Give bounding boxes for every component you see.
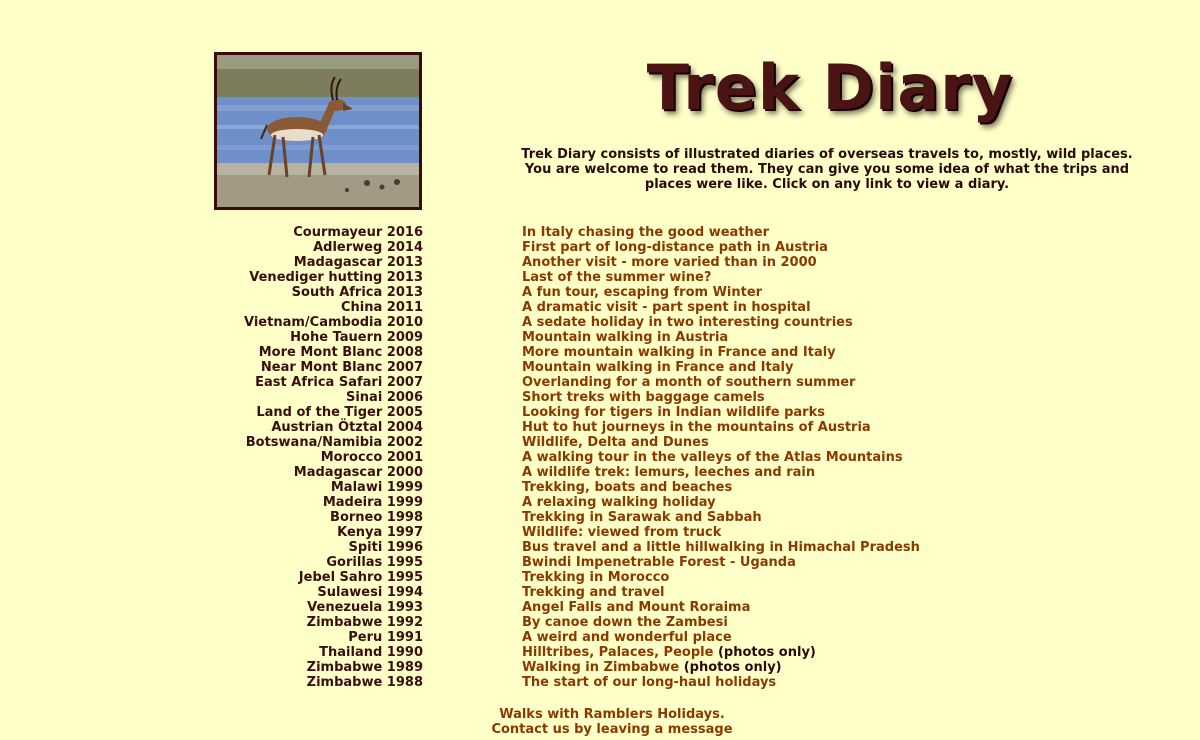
diary-place: Peru 1991 (348, 630, 423, 645)
diary-link[interactable]: In Italy chasing the good weather (522, 225, 770, 240)
diary-place: Spiti 1996 (348, 540, 423, 555)
diary-place: Madagascar 2013 (293, 255, 423, 270)
diary-link[interactable]: Last of the summer wine? (522, 270, 712, 285)
intro-text: Trek Diary consists of illustrated diaries of overseas travels to, mostly, wild places. You are welcome to read them. They can give you some idea of what the trips and places were like. Click on any link to view a diary. (521, 147, 1133, 192)
diary-link[interactable]: A weird and wonderful place (522, 630, 732, 645)
diary-link[interactable]: A relaxing walking holiday (522, 495, 716, 510)
diary-link[interactable]: More mountain walking in France and Italy (522, 345, 836, 360)
diary-link[interactable]: Angel Falls and Mount Roraima (522, 600, 751, 615)
diary-row (522, 555, 1162, 570)
diary-place: Adlerweg 2014 (313, 240, 423, 255)
diary-row (522, 315, 1162, 330)
impala-photo (214, 52, 422, 210)
diary-place: Vietnam/Cambodia 2010 (244, 315, 423, 330)
diary-place: Zimbabwe 1988 (306, 675, 423, 690)
diary-place: Land of the Tiger 2005 (256, 405, 423, 420)
diary-place: Kenya 1997 (337, 525, 423, 540)
diary-link[interactable]: A walking tour in the valleys of the Atlas Mountains (522, 450, 903, 465)
diary-row (522, 420, 1162, 435)
diary-row (522, 630, 1162, 645)
diary-link[interactable]: Trekking and travel (522, 585, 665, 600)
diary-link[interactable]: Trekking in Morocco (522, 570, 670, 585)
footer (462, 707, 762, 737)
diary-row (522, 360, 1162, 375)
diary-row (522, 330, 1162, 345)
diary-places-column (200, 225, 423, 690)
diary-row (522, 570, 1162, 585)
diary-note: (photos only) (717, 645, 816, 660)
diary-row (522, 510, 1162, 525)
diary-row (522, 435, 1162, 450)
diary-place: Austrian Ötztal 2004 (271, 420, 423, 435)
diary-row (522, 375, 1162, 390)
diary-place: Zimbabwe 1992 (306, 615, 423, 630)
diary-place: Venezuela 1993 (307, 600, 423, 615)
diary-link[interactable]: Trekking in Sarawak and Sabbah (522, 510, 762, 525)
diary-row (522, 540, 1162, 555)
diary-place: Thailand 1990 (319, 645, 423, 660)
diary-place: Sulawesi 1994 (317, 585, 423, 600)
diary-row (522, 585, 1162, 600)
diary-link[interactable]: Wildlife, Delta and Dunes (522, 435, 709, 450)
diary-link[interactable]: Bus travel and a little hillwalking in Himachal Pradesh (522, 540, 920, 555)
diary-row (522, 270, 1162, 285)
diary-link[interactable]: First part of long-distance path in Austria (522, 240, 828, 255)
diary-row (522, 615, 1162, 630)
diary-link[interactable]: Wildlife: viewed from truck (522, 525, 722, 540)
diary-place: Courmayeur 2016 (293, 225, 423, 240)
diary-place: Jebel Sahro 1995 (298, 570, 423, 585)
diary-row (522, 450, 1162, 465)
diary-place: Borneo 1998 (330, 510, 423, 525)
diary-link[interactable]: Looking for tigers in Indian wildlife parks (522, 405, 825, 420)
diary-link[interactable]: Another visit - more varied than in 2000 (522, 255, 817, 270)
diary-place: Gorillas 1995 (326, 555, 423, 570)
diary-row (522, 525, 1162, 540)
diary-link[interactable]: Hilltribes, Palaces, People (522, 645, 714, 660)
diary-place: More Mont Blanc 2008 (258, 345, 423, 360)
diary-row (522, 405, 1162, 420)
diary-link[interactable]: Hut to hut journeys in the mountains of Austria (522, 420, 871, 435)
diary-place: China 2011 (341, 300, 423, 315)
diary-link[interactable]: Short treks with baggage camels (522, 390, 765, 405)
diary-row (522, 495, 1162, 510)
diary-row (522, 675, 1162, 690)
diary-place: Venediger hutting 2013 (249, 270, 423, 285)
diary-row (522, 255, 1162, 270)
diary-place: East Africa Safari 2007 (255, 375, 423, 390)
diary-place: Zimbabwe 1989 (306, 660, 423, 675)
diary-row (522, 480, 1162, 495)
diary-row (522, 600, 1162, 615)
diary-row (522, 645, 1162, 660)
diary-link[interactable]: Trekking, boats and beaches (522, 480, 733, 495)
diary-place: Madagascar 2000 (293, 465, 423, 480)
diary-place: South Africa 2013 (291, 285, 423, 300)
diary-place: Sinai 2006 (345, 390, 423, 405)
page-title: Trek Diary (646, 51, 1014, 124)
diary-place: Botswana/Namibia 2002 (245, 435, 423, 450)
diary-link[interactable]: Walking in Zimbabwe (522, 660, 680, 675)
diary-place: Hohe Tauern 2009 (290, 330, 423, 345)
diary-link[interactable]: A dramatic visit - part spent in hospital (522, 300, 811, 315)
contact-link[interactable]: Contact us by leaving a message (491, 722, 733, 737)
diary-link[interactable]: Overlanding for a month of southern summer (522, 375, 856, 390)
diary-link[interactable]: The start of our long-haul holidays (522, 675, 777, 690)
diary-link[interactable]: A sedate holiday in two interesting countries (522, 315, 853, 330)
diary-row (522, 300, 1162, 315)
diary-row (522, 285, 1162, 300)
diary-place: Near Mont Blanc 2007 (260, 360, 423, 375)
diary-links-column (522, 225, 1162, 690)
diary-link[interactable]: A fun tour, escaping from Winter (522, 285, 763, 300)
diary-link[interactable]: A wildlife trek: lemurs, leeches and rain (522, 465, 816, 480)
diary-row (522, 225, 1162, 240)
diary-row (522, 465, 1162, 480)
diary-link[interactable]: By canoe down the Zambesi (522, 615, 728, 630)
diary-row (522, 345, 1162, 360)
ramblers-link[interactable]: Walks with Ramblers Holidays. (499, 707, 725, 722)
diary-link[interactable]: Bwindi Impenetrable Forest - Uganda (522, 555, 796, 570)
diary-place: Malawi 1999 (330, 480, 423, 495)
diary-row (522, 240, 1162, 255)
diary-row (522, 660, 1162, 675)
diary-place: Madeira 1999 (322, 495, 423, 510)
diary-place: Morocco 2001 (320, 450, 423, 465)
diary-link[interactable]: Mountain walking in Austria (522, 330, 729, 345)
diary-link[interactable]: Mountain walking in France and Italy (522, 360, 794, 375)
diary-row (522, 390, 1162, 405)
diary-note: (photos only) (683, 660, 782, 675)
